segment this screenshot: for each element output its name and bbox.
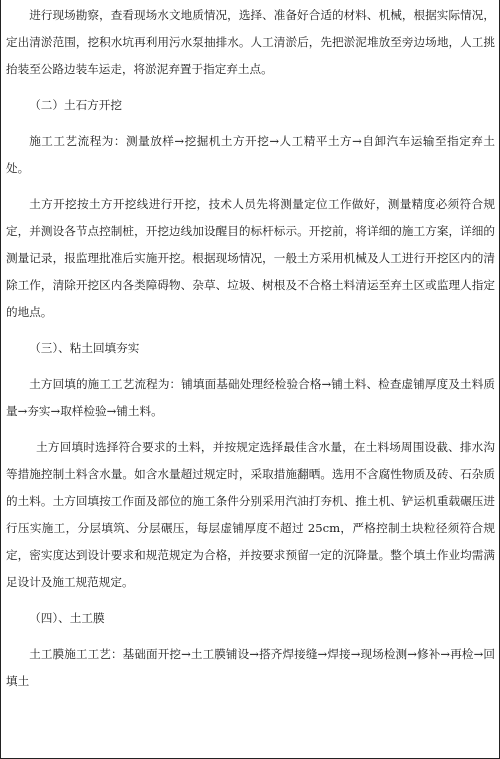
section-heading-earthwork-excavation: （二）土石方开挖: [29, 98, 122, 112]
paragraph-site-survey: 进行现场勘察，查看现场水文地质情况，选择、准备好合适的材料、机械，根据实际情况，定出清淤范围，挖积水坑再利用污水泵抽排水。人工清淤后，先把淤泥堆放至旁边场地，人工挑抬装至公路边装车运走，将淤泥弃置于指定弃土点。: [6, 8, 495, 76]
paragraph-excavation-details: 土方开挖按土方开挖线进行开挖，技术人员先将测量定位工作做好，测量精度必须符合规定，并测设各节点控制桩，开挖边线加设醒目的标杆标示。开挖前，将详细的施工方案，详细的测量记录，报监理批准后实施开挖。根据现场情况，一般土方采用机械及人工进行开挖区内的清除工作，清除开挖区内各类障碍物、杂草、垃圾、树根及不合格土料清运至弃土区或监理人指定的地点。: [6, 197, 495, 319]
paragraph-excavation-process: 施工工艺流程为：测量放样→挖掘机土方开挖→人工精平土方→自卸汽车运输至指定弃土处。: [6, 134, 495, 175]
section-heading-clay-backfill: （三）、粘土回填夯实: [29, 341, 140, 355]
paragraph-backfill-process: 土方回填的施工工艺流程为：铺填面基础处理经检验合格→铺土料、检查虚铺厚度及土料质量→夯实→取样检验→铺土料。: [6, 377, 495, 418]
paragraph-backfill-details: 土方回填时选择符合要求的土料，并按规定选择最佳含水量，在土料场周围设截、排水沟等措施控制土料含水量。如含水量超过规定时，采取措施翻晒。选用不含腐性物质及砖、石杂质的土料。土方回填按工作面及部位的施工条件分别采用汽油打夯机、推土机、铲运机重载碾压进行压实施工，分层填筑、分层碾压，每层虚铺厚度不超过 25cm，严格控制土块粒径须符合规定，密实度达到设计要求和规范规定为合格，并按要求预留一定的沉降量。整个填土作业均需满足设计及施工规范规定。: [6, 440, 495, 589]
section-heading-geomembrane: （四）、土工膜: [29, 611, 105, 625]
paragraph-geomembrane-process: 土工膜施工工艺：基础面开挖→土工膜铺设→搭齐焊接缝→焊接→现场检测→修补→再检→回填土: [6, 647, 495, 688]
document-body: [6, 2, 495, 695]
